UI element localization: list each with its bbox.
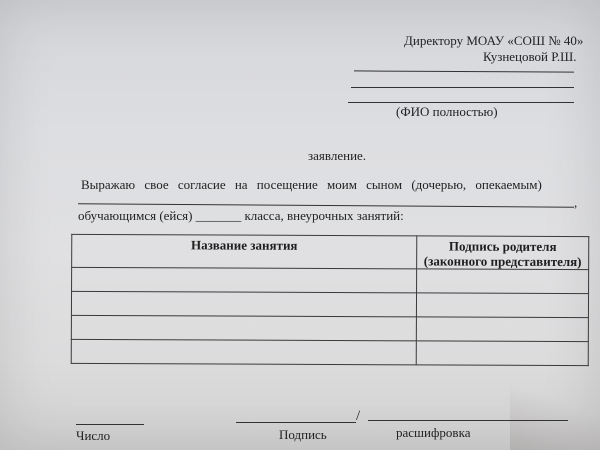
table-row [71, 315, 588, 341]
signature-label: Подпись [279, 427, 327, 442]
signature-cell [416, 317, 588, 342]
signature-cell [416, 341, 588, 366]
consent-text-line-1: Выражаю свое согласие на посещение моим сыном (дочерью, опекаемым) [81, 177, 542, 192]
fio-line-3 [348, 102, 574, 103]
date-line [76, 424, 144, 425]
fio-line-1 [354, 70, 574, 72]
table-row [71, 291, 588, 317]
decode-label: расшифровка [396, 425, 471, 440]
activity-cell [72, 267, 417, 293]
fio-caption: (ФИО полностью) [396, 104, 498, 119]
consent-text-line-2: обучающимся (ейся) _______ класса, внеурочных занятий: [78, 208, 404, 223]
document-title: заявление. [308, 148, 367, 163]
activities-table [71, 234, 590, 366]
recipient-title: Директору МОАУ «СОШ № 40» [404, 33, 584, 48]
paper-fold-shadow [510, 370, 600, 450]
signature-line [236, 422, 356, 423]
recipient-name: Кузнецовой Р.Ш. [483, 49, 577, 64]
signature-slash: / [356, 408, 361, 424]
column-header-signature [417, 236, 589, 270]
column-header-signature-line-1: Подпись родителя [448, 238, 557, 254]
table-row [72, 267, 589, 293]
column-header-signature-line-2: (законного представителя) [423, 253, 582, 270]
date-label: Число [76, 428, 111, 443]
decode-line [368, 420, 568, 421]
table-row [71, 339, 588, 365]
signature-cell [417, 269, 589, 294]
signature-cell [416, 293, 588, 318]
table-header-row [72, 234, 589, 269]
activity-cell [71, 291, 416, 317]
column-header-activity: Название занятия [72, 234, 417, 269]
consent-comma: , [574, 195, 578, 210]
fio-line-2 [351, 87, 574, 88]
activity-cell [71, 339, 416, 365]
activity-cell [71, 315, 416, 341]
